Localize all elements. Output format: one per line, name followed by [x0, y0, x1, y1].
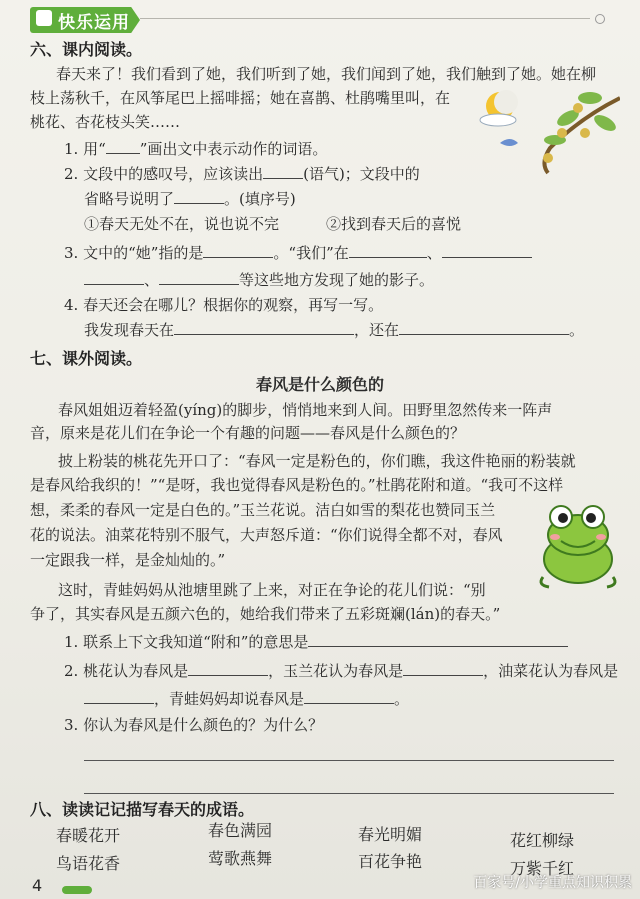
answer-blank[interactable]: [174, 320, 354, 335]
s7-line-9: 争了，其实春风是五颜六色的，她给我们带来了五彩斑斓(lán)的春天。”: [30, 605, 501, 623]
s7-line-6: 花的说法。油菜花特别不服气，大声怒斥道：“你们说得全都不对，春风: [30, 526, 503, 544]
s6-q4-answer: 我发现春天在 ，还在 。: [84, 321, 585, 339]
page-number: 4: [32, 876, 43, 895]
idiom: 鸟语花香: [56, 854, 121, 873]
s7-q3: 3. 你认为春风是什么颜色的？为什么？: [64, 716, 324, 734]
s6-option-2: ②找到春天后的喜悦: [326, 215, 462, 233]
section-8-heading: 八、读读记记描写春天的成语。: [30, 800, 255, 819]
answer-blank[interactable]: [84, 689, 154, 704]
idiom: 万紫千红: [510, 859, 575, 878]
answer-blank[interactable]: [399, 320, 569, 335]
s7-q1: 1. 联系上下文我知道“附和”的意思是: [64, 632, 568, 652]
s7-line-8: 这时，青蛙妈妈从池塘里跳了上来，对正在争论的花儿们说：“别: [58, 581, 486, 599]
s6-q3: 3. 文中的“她”指的是 。“我们”在 、: [64, 243, 532, 263]
frog-illustration: [533, 497, 623, 592]
answer-line-2[interactable]: [84, 793, 614, 794]
s6-q3-cont: 、 等这些地方发现了她的影子。: [84, 270, 434, 290]
s6-passage-line-1: 春天来了！我们看到了她，我们听到了她，我们闻到了她，我们触到了她。她在柳: [56, 65, 597, 83]
idiom: 春光明媚: [358, 825, 423, 844]
header-title: 快乐运用: [58, 13, 130, 33]
passage-title: 春风是什么颜色的: [255, 375, 384, 394]
idiom: 花红柳绿: [510, 831, 575, 850]
s7-line-2: 音，原来是花儿们在争论一个有趣的问题——春风是什么颜色的？: [30, 424, 466, 442]
answer-blank[interactable]: [174, 189, 224, 204]
idiom: 春色满园: [208, 821, 273, 840]
moon-branch-illustration: [470, 78, 620, 178]
s7-line-5: 想，柔柔的春风一定是白色的。”玉兰花说。洁白如雪的梨花也赞同玉兰: [30, 501, 496, 519]
s6-q2-cont: 省略号说明了 。(填序号): [84, 190, 296, 208]
idiom: 春暖花开: [56, 826, 121, 845]
s7-line-7: 一定跟我一样，是金灿灿的。”: [30, 551, 226, 569]
cloud-icon: [480, 114, 516, 126]
answer-blank[interactable]: [84, 270, 144, 285]
s7-line-3: 披上粉装的桃花先开口了：“春风一定是粉色的，你们瞧，我这件艳丽的粉装就: [58, 452, 576, 470]
s7-q2: 2. 桃花认为春风是 ，玉兰花认为春风是 ，油菜花认为春风是: [64, 662, 619, 680]
idiom: 百花争艳: [358, 852, 423, 871]
answer-blank[interactable]: [349, 243, 427, 258]
section-6-heading: 六、课内阅读。: [30, 40, 143, 59]
answer-blank[interactable]: [159, 270, 239, 285]
s7-line-4: 是春风给我织的！”“是呀，我也觉得春风是粉色的。”杜鹃花附和道。“我可不这样: [30, 476, 564, 494]
answer-blank[interactable]: [403, 661, 483, 676]
header-rule: [140, 18, 590, 19]
s6-q2: 2. 文段中的感叹号，应该读出 (语气)；文段中的: [64, 165, 420, 183]
idiom: 莺歌燕舞: [208, 849, 273, 868]
s7-q2-cont: ，青蛙妈妈却说春风是 。: [84, 689, 409, 709]
s6-passage-line-2: 枝上荡秋千，在风筝尾巴上摇啡摇；她在喜鹊、杜鹃嘴里叫，在: [30, 89, 451, 107]
s6-passage-line-3: 桃花、杏花枝头笑……: [30, 113, 181, 131]
s6-q4: 4. 春天还会在哪儿？根据你的观察，再写一写。: [64, 296, 384, 314]
answer-blank[interactable]: [203, 243, 273, 258]
watermark: 百家号/小学重点知识积累: [473, 875, 632, 891]
answer-blank[interactable]: [304, 689, 394, 704]
book-icon: [36, 10, 52, 26]
bird-icon: [500, 139, 518, 146]
answer-blank[interactable]: [188, 661, 268, 676]
answer-blank[interactable]: [308, 632, 568, 647]
answer-line-1[interactable]: [84, 760, 614, 761]
s7-line-1: 春风姐姐迈着轻盈(yíng)的脚步，悄悄地来到人间。田野里忽然传来一阵声: [58, 401, 553, 419]
footer-bar: [62, 886, 92, 894]
section-7-heading: 七、课外阅读。: [30, 349, 143, 368]
s6-q1: 1. 用“ ”画出文中表示动作的词语。: [64, 140, 328, 158]
answer-blank[interactable]: [442, 243, 532, 258]
answer-blank[interactable]: [263, 164, 303, 179]
answer-blank[interactable]: [106, 139, 140, 154]
s6-option-1: ①春天无处不在，说也说不完: [84, 215, 280, 233]
header-dot-icon: [595, 14, 605, 24]
